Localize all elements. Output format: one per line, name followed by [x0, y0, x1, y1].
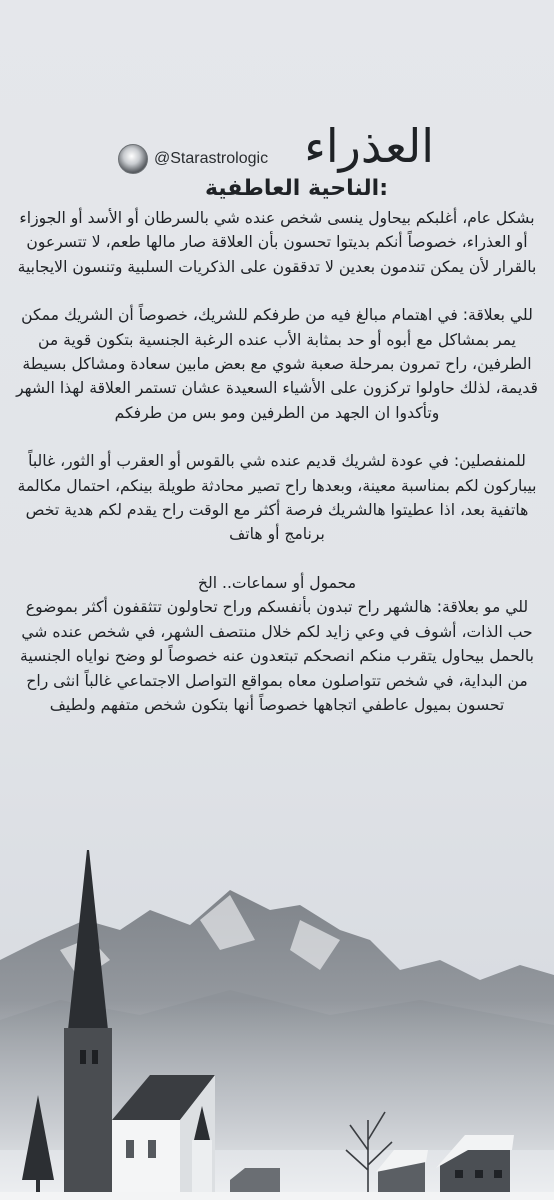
horoscope-text [14, 206, 540, 741]
winter-church-illustration [0, 850, 554, 1200]
church-tower [64, 1028, 112, 1193]
avatar-icon [118, 144, 148, 174]
paragraph-in-relationship: للي بعلاقة: في اهتمام مبالغ فيه من طرفكم للشريك، خصوصاً أن الشريك ممكن يمر بمشاكل مع أبوه أو حد بمثابة الأب عنده الرغبة الجنسية بتكون قوية من الطرفين، راح تمرون بمرحلة صعبة شوي مع بعض مابين سعادة ومشاكل بسيطة قديمة، لذلك حاولوا تركزون على الأشياء السعيدة عشان تستمر العلاقة لهذا الشهر وتأكدوا ان الجهد من الطرفين ومو بس من طرفكم [16, 306, 538, 422]
paragraph-separated: للمنفصلين: في عودة لشريك قديم عنده شي بالقوس أو العقرب أو الثور، غالباً بيباركون لكم بمناسبة معينة، وبعدها راح تصير محادثة طويلة بينكم، احتمال مكالمة هاتفية بعد، اذا عطيتوا هالشريك فرصة أكثر مع الوقت راح يقدم لكم هدية تخص برنامج أو هاتف [17, 452, 537, 544]
paragraph-single: للي مو بعلاقة: هالشهر راح تبدون بأنفسكم وراح تحاولون تتثقفون أكثر بموضوع حب الذات، أشوف في وعي زايد لكم خلال منتصف الشهر، في شخص عنده شي بالحمل بيحاول يتقرب منكم انصحكم تبتعدون عنه خصوصاً لو وضح نواياه الجنسية من البداية، في شخص تتواصلون معاه بمواقع التواصل الاجتماعي غالباً انثى راح تحسون بميول عاطفي اتجاهها خصوصاً أنها بتكون شخص متفهم ولطيف [20, 598, 534, 714]
church-nave [112, 1120, 180, 1195]
author-handle: @Starastrologic [154, 150, 269, 167]
paragraph-separated-continued: محمول أو سماعات.. الخ [197, 573, 357, 592]
section-subtitle: :الناحية العاطفية [204, 176, 388, 201]
paragraph-general: بشكل عام، أغلبكم بيحاول ينسى شخص عنده شي بالسرطان أو الأسد أو الجوزاء أو العذراء، خصوصاً أنكم بديتوا تحسون بأن العلاقة صار مالها طعم، لا تتسرعون بالقرار لأن يمكن تندمون بعدين لا تدققون على الذكريات السلبية وتنسون الايجابية [17, 209, 537, 276]
page-title: العذراء [304, 119, 434, 173]
author-badge [118, 142, 268, 176]
